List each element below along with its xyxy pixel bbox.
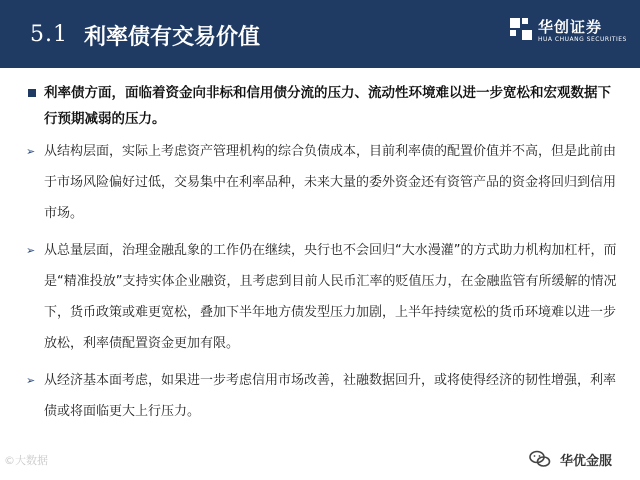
header-bar [0, 0, 640, 68]
page-title: 利率债有交易价值 [84, 25, 261, 50]
slide-content [24, 80, 624, 427]
lead-text: 利率债方面，面临着资金向非标和信用债分流的压力、流动性环境难以进一步宽松和宏观数据下行预期减弱的压力。 [44, 85, 611, 127]
watermark-right-text: 华优金服 [560, 453, 613, 469]
wechat-icon [528, 447, 552, 471]
list-item [24, 235, 624, 359]
section-number: 5.1 [30, 22, 68, 47]
arrow-bullet-icon: ➢ [26, 244, 36, 257]
logo-text-en: HUA CHUANG SECURITIES [538, 36, 627, 43]
square-bullet-icon [28, 89, 36, 97]
footer [0, 440, 640, 480]
list-item [24, 136, 624, 229]
arrow-bullet-icon: ➢ [26, 374, 36, 387]
point-text: 从经济基本面考虑，如果进一步考虑信用市场改善，社融数据回升，或将使得经济的韧性增强，利率债或将面临更大上行压力。 [44, 373, 617, 419]
list-item [24, 365, 624, 427]
lead-point [24, 80, 624, 132]
point-text: 从总量层面，治理金融乱象的工作仍在继续，央行也不会回归“大水漫灌”的方式助力机构加杠杆，而是“精准投放”支持实体企业融资，且考虑到目前人民币汇率的贬值压力，在金融监管有所缓解的情况下，货币政策或难更宽松，叠加下半年地方债发型压力加剧，上半年持续宽松的货币环境难以进一步放松，利率债配置资金更加有限。 [44, 243, 617, 351]
arrow-bullet-icon: ➢ [26, 145, 36, 158]
logo-mark-icon [510, 18, 534, 42]
company-logo [510, 12, 630, 56]
watermark-left: ©大数据 [4, 454, 48, 467]
watermark-right [528, 446, 612, 472]
point-text: 从结构层面，实际上考虑资产管理机构的综合负债成本，目前利率债的配置价值并不高，但是此前由于市场风险偏好过低，交易集中在利率品种，未来大量的委外资金还有资管产品的资金将回归到信用市场。 [44, 144, 617, 221]
logo-text-cn: 华创证券 [538, 18, 603, 36]
